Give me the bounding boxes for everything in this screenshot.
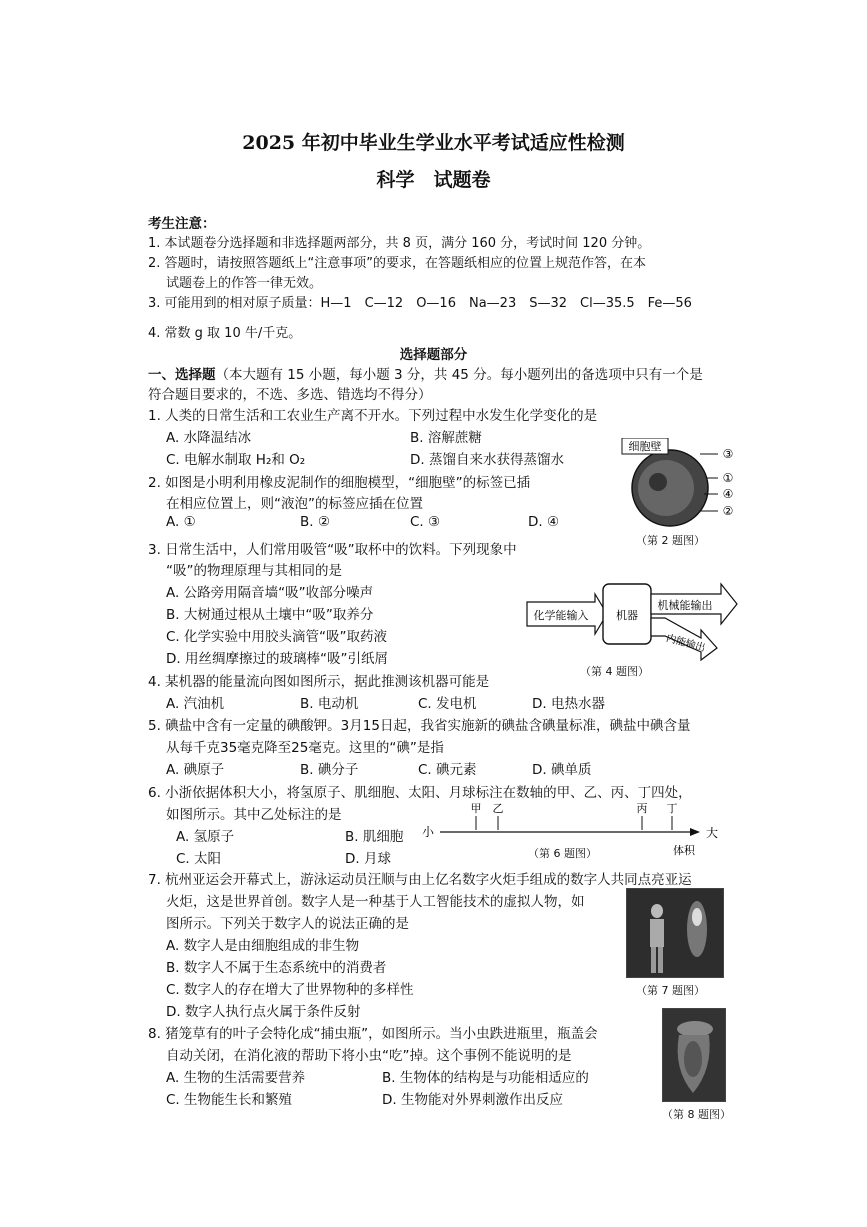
- q7-stem: 7. 杭州亚运会开幕式上，游泳运动员汪顺与由上亿名数字火炬手组成的数字人共同点亮亚运: [148, 872, 692, 888]
- notice-item: 4. 常数 g 取 10 牛/千克。: [148, 326, 302, 341]
- q5-option-d: D. 碘单质: [532, 762, 592, 778]
- q6-stem: 6. 小浙依据体积大小，将氢原子、肌细胞、太阳、月球标注在数轴的甲、乙、丙、丁四处，: [148, 785, 692, 801]
- q5-option-b: B. 碘分子: [300, 762, 359, 778]
- q6-option-a: A. 氢原子: [176, 829, 235, 845]
- q7-caption: （第 7 题图）: [636, 984, 705, 997]
- mark-label: ④: [722, 487, 734, 501]
- q8-option-d: D. 生物能对外界刺激作出反应: [382, 1092, 563, 1108]
- q6-stem-2: 如图所示。其中乙处标注的是: [166, 807, 342, 823]
- q4-stem: 4. 某机器的能量流向图如图所示，据此推测该机器可能是: [148, 674, 490, 690]
- cell-cytoplasm: [638, 460, 694, 516]
- axis-large-label: 大: [705, 826, 719, 840]
- energy-flow-figure: [525, 580, 740, 662]
- q3-stem-2: “吸”的物理原理与其相同的是: [166, 563, 342, 579]
- notice-heading: 考生注意：: [148, 216, 216, 232]
- q7-stem-2: 火炬，这是世界首创。数字人是一种基于人工智能技术的虚拟人物，如: [166, 894, 585, 910]
- q4-option-a: A. 汽油机: [166, 696, 225, 712]
- part-title: 一、选择题: [148, 367, 216, 383]
- part-header: [148, 363, 703, 383]
- pitcher-plant-shape: [663, 1009, 725, 1101]
- q5-option-c: C. 碘元素: [418, 762, 477, 778]
- q7-stem-3: 图所示。下列关于数字人的说法正确的是: [166, 916, 409, 932]
- part-desc-2: 符合题目要求的，不选、多选、错选均不得分）: [148, 387, 432, 403]
- q4-option-b: B. 电动机: [300, 696, 359, 712]
- notice-item: 2. 答题时，请按照答题纸上“注意事项”的要求，在答题纸相应的位置上规范作答，在本: [148, 256, 647, 271]
- q6-option-c: C. 太阳: [176, 851, 222, 867]
- q3-option-d: D. 用丝绸摩擦过的玻璃棒“吸”引纸屑: [166, 651, 388, 667]
- notice-item: 1. 本试题卷分选择题和非选择题两部分，共 8 页，满分 160 分，考试时间 120 分钟。: [148, 236, 651, 251]
- q7-option-d: D. 数字人执行点火属于条件反射: [166, 1004, 361, 1020]
- q1-option-c: C. 电解水制取 H₂和 O₂: [166, 452, 306, 468]
- q1-option-b: B. 溶解蔗糖: [410, 430, 482, 446]
- q4-option-c: C. 发电机: [418, 696, 477, 712]
- part-desc: （本大题有 15 小题，每小题 3 分，共 45 分。每小题列出的备选项中只有一个是: [215, 367, 703, 383]
- q3-option-b: B. 大树通过根从土壤中“吸”取养分: [166, 607, 374, 623]
- internal-output-label: 内能输出: [664, 633, 707, 655]
- mark-label: ①: [722, 471, 734, 485]
- q4-caption: （第 4 题图）: [580, 665, 649, 678]
- notice-item: 3. 可能用到的相对原子质量：H—1 C—12 O—16 Na—23 S—32 Cl—35.5 Fe—56: [148, 296, 692, 311]
- mechanical-output-label: 机械能输出: [657, 599, 713, 612]
- axis-small-label: 小: [421, 825, 435, 839]
- pitcher-plant-photo: [662, 1008, 726, 1102]
- q2-option-d: D. ④: [528, 514, 560, 530]
- q6-caption: （第 6 题图）: [528, 847, 597, 860]
- mark-label: ②: [722, 504, 734, 518]
- q1-option-a: A. 水降温结冰: [166, 430, 252, 446]
- section-title: 选择题部分: [399, 347, 468, 363]
- q6-option-b: B. 肌细胞: [345, 829, 404, 845]
- q5-stem: 5. 碘盐中含有一定量的碘酸钾。3月15日起，我省实施新的碘盐含碘量标准，碘盐中碘含量: [148, 718, 691, 734]
- q8-option-c: C. 生物能生长和繁殖: [166, 1092, 293, 1108]
- q3-option-a: A. 公路旁用隔音墙“吸”收部分噪声: [166, 585, 374, 601]
- q7-option-b: B. 数字人不属于生态系统中的消费者: [166, 960, 387, 976]
- q5-stem-2: 从每千克35毫克降至25毫克。这里的“碘”是指: [166, 740, 444, 756]
- point-label: 甲: [470, 802, 482, 815]
- q1-option-d: D. 蒸馏自来水获得蒸馏水: [410, 452, 564, 468]
- q1-stem: 1. 人类的日常生活和工农业生产离不开水。下列过程中水发生化学变化的是: [148, 408, 598, 424]
- exam-title: 2025 年初中毕业生学业水平考试适应性检测: [242, 132, 625, 154]
- q2-caption: （第 2 题图）: [636, 534, 705, 547]
- point-label: 丙: [636, 802, 648, 815]
- q3-option-c: C. 化学实验中用胶头滴管“吸”取药液: [166, 629, 387, 645]
- point-label: 丁: [666, 802, 678, 815]
- digital-human-photo: [626, 888, 724, 978]
- digital-human-silhouette: [627, 889, 723, 977]
- q2-stem-2: 在相应位置上，则“液泡”的标签应插在位置: [166, 496, 423, 512]
- cell-wall-tag-text: 细胞壁: [628, 440, 662, 453]
- q4-option-d: D. 电热水器: [532, 696, 605, 712]
- q8-option-a: A. 生物的生活需要营养: [166, 1070, 306, 1086]
- cell-model-figure: [620, 438, 740, 528]
- notice-item: 试题卷上的作答一律无效。: [166, 276, 323, 291]
- point-label: 乙: [492, 802, 504, 815]
- input-arrow-label: 化学能输入: [533, 609, 589, 622]
- q2-stem: 2. 如图是小明利用橡皮泥制作的细胞模型，“细胞壁”的标签已插: [148, 475, 531, 491]
- exam-subtitle: 科学 试题卷: [376, 169, 491, 191]
- q5-option-a: A. 碘原子: [166, 762, 225, 778]
- q2-option-c: C. ③: [410, 514, 441, 530]
- q8-stem-2: 自动关闭，在消化液的帮助下将小虫“吃”掉。这个事例不能说明的是: [166, 1048, 572, 1064]
- q8-stem: 8. 猪笼草有的叶子会特化成“捕虫瓶”，如图所示。当小虫跌进瓶里，瓶盖会: [148, 1026, 598, 1042]
- q8-caption: （第 8 题图）: [662, 1108, 731, 1121]
- axis-arrowhead: [690, 828, 700, 836]
- axis-name-label: 体积: [673, 844, 695, 857]
- q6-option-d: D. 月球: [345, 851, 391, 867]
- mark-label: ③: [722, 447, 734, 461]
- q2-option-b: B. ②: [300, 514, 330, 530]
- q3-stem: 3. 日常生活中，人们常用吸管“吸”取杯中的饮料。下列现象中: [148, 542, 517, 558]
- machine-box-label: 机器: [616, 609, 638, 622]
- q8-option-b: B. 生物体的结构是与功能相适应的: [382, 1070, 589, 1086]
- q7-option-c: C. 数字人的存在增大了世界物种的多样性: [166, 982, 414, 998]
- cell-nucleus: [649, 473, 667, 491]
- q2-option-a: A. ①: [166, 514, 196, 530]
- q7-option-a: A. 数字人是由细胞组成的非生物: [166, 938, 360, 954]
